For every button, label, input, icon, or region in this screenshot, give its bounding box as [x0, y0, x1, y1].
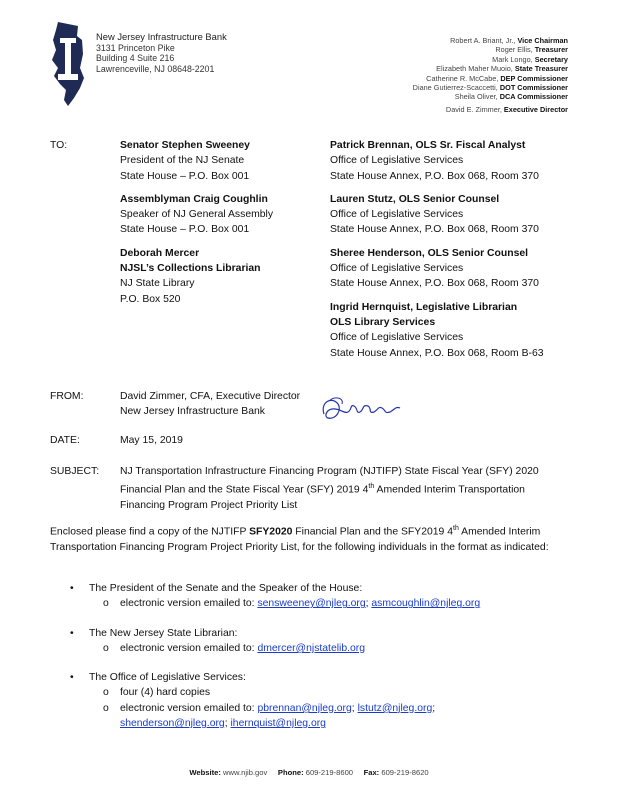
bank-name: New Jersey Infrastructure Bank [96, 31, 227, 42]
list-item: • The New Jersey State Librarian: [50, 626, 570, 641]
email-link[interactable]: ihernquist@njleg.org [230, 718, 326, 730]
bank-address-block [96, 32, 227, 74]
recipients-left-column [120, 138, 273, 315]
address-line: 3131 Princeton Pike [96, 42, 175, 53]
body-paragraph: Enclosed please find a copy of the NJTIFP SFY2020 Financial Plan and the SFY2019 4th Amended Interim Transportation Financing Program Project Priority List, for the following individuals in the format as indicated: [50, 525, 549, 553]
board-member: Mark Longo, Secretary [492, 54, 568, 64]
from-label: FROM: [50, 391, 84, 402]
recipient: Sheree Henderson, OLS Senior Counsel Office of Legislative Services State House Annex, P.O. Box 068, Room 370 [330, 247, 539, 290]
sub-list-item: o four (4) hard copies [50, 685, 570, 700]
footer: Website: www.njib.gov Phone: 609-219-8600 Fax: 609-219-8620 [189, 768, 429, 777]
recipient: Senator Stephen Sweeney President of the NJ Senate State House – P.O. Box 001 [120, 140, 250, 182]
sub-bullet: o [103, 642, 109, 654]
date-value: May 15, 2019 [120, 435, 183, 446]
list-item: • The Office of Legislative Services: [50, 670, 570, 685]
email-link[interactable]: sensweeney@njleg.org [257, 598, 366, 610]
recipients-right-column [330, 138, 544, 369]
address-line: Building 4 Suite 216 [96, 53, 175, 63]
board-members-list [413, 36, 568, 114]
bullet: • [70, 627, 74, 639]
from-org: New Jersey Infrastructure Bank [120, 406, 265, 418]
email-link[interactable]: shenderson@njleg.org [120, 718, 225, 730]
board-member: Robert A. Briant, Jr., Vice Chairman [450, 36, 568, 45]
sub-bullet: o [103, 702, 109, 714]
email-link[interactable]: pbrennan@njleg.org [257, 702, 352, 714]
distribution-list [50, 581, 570, 731]
list-item: • The President of the Senate and the Speaker of the House: [50, 581, 570, 596]
sub-bullet: o [103, 598, 109, 610]
board-member: Elizabeth Maher Muoio, State Treasurer [436, 64, 568, 74]
nj-infrastructure-bank-logo [50, 20, 86, 108]
email-link[interactable]: dmercer@njstatelib.org [257, 642, 366, 654]
recipient: Deborah Mercer NJSL’s Collections Librarian NJ State Library P.O. Box 520 [120, 247, 261, 305]
bullet: • [70, 583, 74, 594]
sub-list-item: o electronic version emailed to: pbrennan@njleg.org; lstutz@njleg.org; shenderson@njleg.org; ihernquist@njleg.org [103, 702, 436, 730]
from-block [120, 389, 300, 420]
email-link[interactable]: asmcoughlin@njleg.org [371, 598, 481, 610]
recipient: Ingrid Hernquist, Legislative Librarian OLS Library Services Office of Legislative Services State House Annex, P.O. Box 068, Room B-63 [330, 301, 544, 359]
from-name: David Zimmer, CFA, Executive Director [120, 391, 301, 402]
address-line: Lawrenceville, NJ 08648-2201 [96, 63, 215, 74]
subject-label: SUBJECT: [50, 466, 100, 477]
subject-text: NJ Transportation Infrastructure Financing Program (NJTIFP) State Fiscal Year (SFY) 2020 Financial Plan and the State Fiscal Year (SFY) 2019 4th Amended Interim Transportation Financing Program Project Priority List [120, 466, 539, 512]
sub-bullet: o [103, 687, 109, 699]
board-member: Roger Ellis, Treasurer [495, 45, 568, 55]
email-link[interactable]: lstutz@njleg.org [357, 702, 433, 714]
sub-list-item: o electronic version emailed to: dmercer@njstatelib.org [50, 641, 570, 656]
date-label: DATE: [50, 435, 80, 446]
recipient: Assemblyman Craig Coughlin Speaker of NJ General Assembly State House – P.O. Box 001 [120, 193, 274, 236]
recipient: Lauren Stutz, OLS Senior Counsel Office of Legislative Services State House Annex, P.O. Box 068, Room 370 [330, 193, 539, 236]
board-member: Diane Gutierrez-Scaccetti, DOT Commissioner [412, 83, 568, 93]
signature [318, 392, 403, 426]
board-member: Catherine R. McCabe, DEP Commissioner [426, 73, 568, 83]
sub-list-item: o electronic version emailed to: sensweeney@njleg.org; asmcoughlin@njleg.org [50, 596, 570, 611]
recipient: Patrick Brennan, OLS Sr. Fiscal Analyst Office of Legislative Services State House Annex, P.O. Box 068, Room 370 [330, 140, 539, 182]
board-member: Sheila Oliver, DCA Commissioner [454, 92, 568, 102]
to-label: TO: [50, 140, 68, 151]
bullet: • [70, 672, 74, 684]
executive-director: David E. Zimmer, Executive Director [445, 104, 568, 114]
